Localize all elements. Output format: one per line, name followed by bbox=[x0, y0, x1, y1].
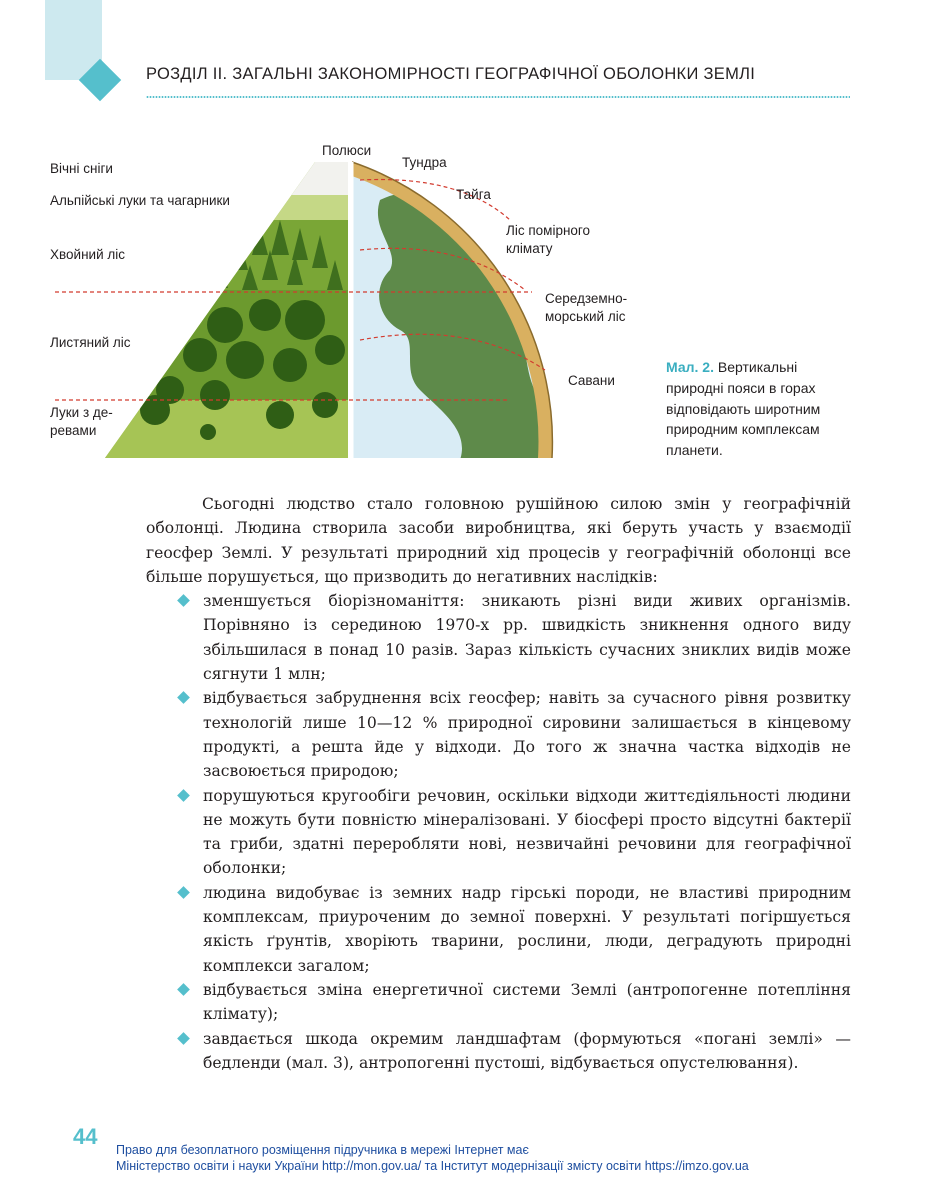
footer-line1: Право для безоплатного розміщення підручника в мережі Інтернет має bbox=[116, 1143, 529, 1157]
list-item bbox=[146, 589, 851, 686]
list-item bbox=[146, 1027, 851, 1076]
globe-illustration bbox=[350, 160, 560, 460]
label-meadows-line2: ревами bbox=[50, 423, 97, 438]
footer-line2: Міністерство освіти і науки України http://mon.gov.ua/ та Інститут модернізації змісту освіти https://imzo.gov.ua bbox=[116, 1159, 749, 1173]
label-mediterranean-line2: морський ліс bbox=[545, 309, 626, 324]
consequences-list bbox=[146, 589, 851, 1075]
diamond-bullet-icon bbox=[177, 1032, 190, 1045]
list-item bbox=[146, 881, 851, 978]
label-meadows-line1: Луки з де- bbox=[50, 405, 113, 420]
label-poles: Полюси bbox=[322, 143, 372, 158]
label-deciduous-forest: Листяний ліс bbox=[50, 335, 131, 350]
chapter-title: РОЗДІЛ ІІ. ЗАГАЛЬНІ ЗАКОНОМІРНОСТІ ГЕОГРАФІЧНОЇ ОБОЛОНКИ ЗЕМЛІ bbox=[146, 65, 756, 83]
list-item bbox=[146, 978, 851, 1027]
label-tundra: Тундра bbox=[402, 155, 447, 170]
list-item-text: відбувається зміна енергетичної системи Землі (антропогенне потепління клімату); bbox=[203, 980, 851, 1024]
label-meadows-with-trees bbox=[50, 404, 113, 440]
footer-notice bbox=[116, 1142, 749, 1174]
intro-paragraph: Сьогодні людство стало головною рушійною силою змін у географічній оболонці. Людина створила засоби виробництва, які беруть участь у взаємодії геосфер Землі. У результаті природний хід процесів у географічній оболонці все більше порушується, що призводить до негативних наслідків: bbox=[146, 495, 851, 586]
diamond-bullet-icon bbox=[177, 594, 190, 607]
label-coniferous-forest: Хвойний ліс bbox=[50, 247, 125, 262]
header-dotted-divider bbox=[146, 95, 850, 99]
list-item bbox=[146, 784, 851, 881]
caption-number: Мал. 2. bbox=[666, 359, 714, 375]
list-item-text: порушуються кругообіги речовин, оскільки відходи життєдіяльності людини не можуть бути повністю мінералізовані. У біосфері просто відсутні бактерії та гриби, здатні переробляти нові, незвичайні речовини для географічної оболонки; bbox=[203, 786, 851, 878]
main-text bbox=[146, 492, 851, 1075]
label-temperate-line2: клімату bbox=[506, 241, 553, 256]
label-alpine-meadows: Альпійські луки та чагарники bbox=[50, 193, 230, 208]
list-item bbox=[146, 686, 851, 783]
list-item-text: відбувається забруднення всіх геосфер; навіть за сучасного рівня розвитку технологій лише 10—12 % природної сировини залишається в кінцевому продукті, а решта йде у відходи. До того ж значна частка відходів не засвоюється природою; bbox=[203, 689, 851, 781]
label-temperate-line1: Ліс помірного bbox=[506, 223, 591, 238]
diamond-bullet-icon bbox=[177, 983, 190, 996]
list-item-text: завдається шкода окремим ландшафтам (формуються «погані землі» — бедленди (мал. 3), антропогенні пустоші, відбувається опустелювання). bbox=[203, 1029, 851, 1072]
list-item-text: зменшується біорізноманіття: зникають різні види живих організмів. Порівняно із серединою 1970-х рр. швидкість зникнення одного виду збільшилася в понад 10 разів. Зараз кількість сучасних зниклих видів може сягнути 1 млн; bbox=[203, 592, 851, 684]
caption-text: Вертикальні природні пояси в горах відповідають широтним природним комплексам планети. bbox=[666, 359, 821, 459]
label-eternal-snow: Вічні сніги bbox=[50, 161, 113, 176]
diamond-bullet-icon bbox=[177, 692, 190, 705]
figure-caption bbox=[666, 357, 841, 461]
diamond-bullet-icon bbox=[177, 789, 190, 802]
page-number: 44 bbox=[73, 1124, 98, 1149]
label-temperate-forest bbox=[506, 222, 590, 258]
diamond-bullet-icon bbox=[177, 886, 190, 899]
label-taiga: Тайга bbox=[456, 187, 491, 202]
label-mediterranean-forest bbox=[545, 290, 627, 326]
label-mediterranean-line1: Середземно- bbox=[545, 291, 628, 306]
figure-vertical-zones bbox=[40, 140, 650, 470]
list-item-text: людина видобуває із земних надр гірські породи, не властиві природним комплексам, приуроченим до земної поверхні. У результаті погіршується якість ґрунтів, хворіють тварини, рослини, люди, деградують природні комплекси загалом; bbox=[203, 883, 851, 975]
label-savanna: Савани bbox=[568, 373, 615, 388]
